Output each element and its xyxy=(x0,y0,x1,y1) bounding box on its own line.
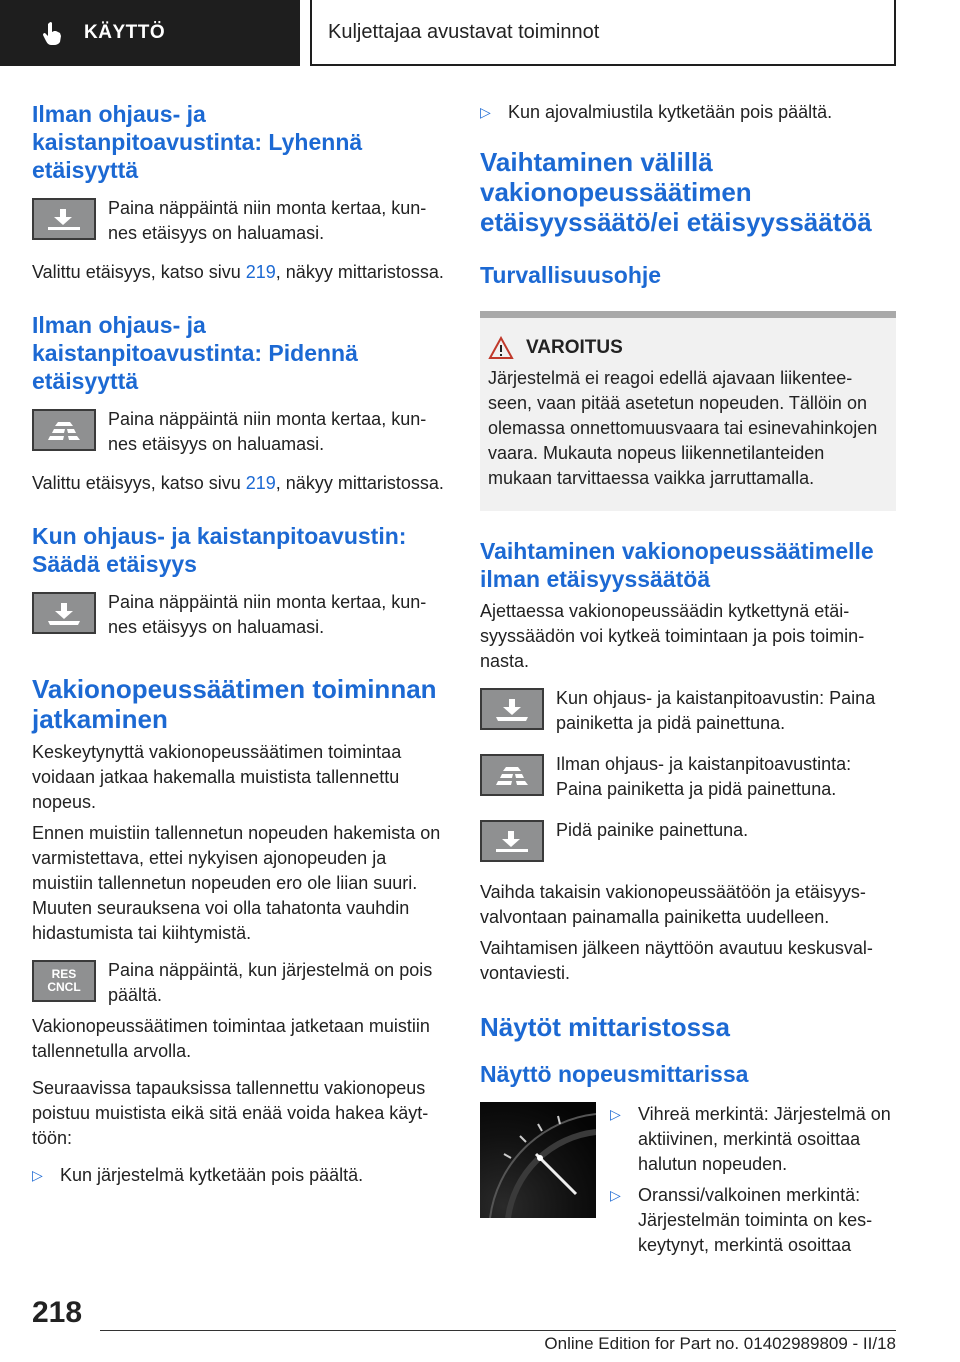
distance-shorten-button-icon xyxy=(480,820,544,862)
section-tab xyxy=(0,0,300,66)
switch-back-paragraph: Vaihda takaisin vakionopeussäätöön ja etäisyysvalvontaan painamalla painiketta uudelleen. xyxy=(480,882,866,927)
resume-paragraph-2: Ennen muistiin tallennetun nopeuden hakemista on varmistettava, ettei nykyisen ajonopeuden ja muistiin tallennetun nopeuden ero ole liian suuri. Muuten seurauksena voi olla tahatonta vauhdin hidastumista tai kiihtymistä. xyxy=(32,823,441,943)
section-title: KÄYTTÖ xyxy=(84,22,166,43)
lengthen-selected-distance: Valittu etäisyys, katso sivu 219, näkyy mittaristossa. xyxy=(32,473,444,493)
resume-paragraph-4: Seuraavissa tapauksissa tallennettu vakionopeus poistuu muistista eikä sitä enää voida hakea käyttöön: xyxy=(32,1078,429,1148)
to-cruise-instruction-a-text: Kun ohjaus- ja kaistanpitoavustin: Paina painiketta ja pidä painettuna. xyxy=(556,688,876,733)
shorten-instruction xyxy=(32,196,446,246)
res-instruction-text: Paina näppäintä, kun järjestelmä on pois päältä. xyxy=(108,960,433,1005)
heading-lengthen-distance: Ilman ohjaus- ja kaistanpitoavustinta: Pidennä etäisyyttä xyxy=(32,312,358,394)
warning-text: Järjestelmä ei reagoi edellä ajavaan liikenteeseen, vaan pitää asetetun nopeuden. Tällöin on olemassa onnettomuusvaara tai esinevahinkojen vaara. Mukauta nopeus liikennetilanteiden mukaan tarvittaessa vaikka jarruttamalla. xyxy=(488,368,878,488)
after-switch-paragraph: Vaihtamisen jälkeen näyttöön avautuu keskusvalvontaviesti. xyxy=(480,938,873,983)
to-cruise-instruction-b xyxy=(480,752,896,802)
list-item: ▷ Oranssi/valkoinen merkintä: Järjestelmän toiminta on keskeytynyt, merkintä osoittaa xyxy=(610,1183,896,1258)
adjust-instruction xyxy=(32,590,446,640)
to-cruise-instruction-b-text: Ilman ohjaus- ja kaistanpitoavustinta: Paina painiketta ja pidä painettuna. xyxy=(556,754,852,799)
bullet-triangle-icon: ▷ xyxy=(32,1167,43,1183)
left-column xyxy=(32,100,446,1188)
shorten-instruction-text: Paina näppäintä niin monta kertaa, kunnes etäisyys on haluamasi. xyxy=(108,198,427,243)
to-cruise-paragraph: Ajettaessa vakionopeussäädin kytkettynä etäisyyssäädön voi kytkeä toimintaan ja pois toiminnasta. xyxy=(480,601,865,671)
list-item: ▷ Vihreä merkintä: Järjestelmä on aktiivinen, merkintä osoittaa halutun nopeuden. xyxy=(610,1102,896,1177)
heading-safety: Turvallisuusohje xyxy=(480,262,662,288)
right-column xyxy=(480,100,896,1258)
lengthen-instruction-text: Paina näppäintä niin monta kertaa, kunnes etäisyys on haluamasi. xyxy=(108,409,427,454)
resume-paragraph-1: Keskeytynyttä vakionopeussäätimen toimintaa voidaan jatkaa hakemalla muistista tallennettu nopeus. xyxy=(32,742,402,812)
warning-title: VAROITUS xyxy=(526,337,623,358)
warning-triangle-icon xyxy=(488,336,514,360)
distance-adjust-button-icon xyxy=(480,688,544,730)
speedometer-section xyxy=(480,1102,896,1258)
heading-displays: Näytöt mittaristossa xyxy=(480,1012,730,1042)
speedometer-image xyxy=(480,1102,596,1218)
res-cncl-button-icon: RES CNCL xyxy=(32,960,96,1002)
distance-adjust-button-icon xyxy=(32,592,96,634)
resume-paragraph-3: Vakionopeussäätimen toimintaa jatketaan muistiin tallennetulla arvolla. xyxy=(32,1016,430,1061)
heading-speedometer: Näyttö nopeusmittarissa xyxy=(480,1061,749,1087)
bullet-triangle-icon: ▷ xyxy=(610,1106,621,1122)
distance-lengthen-button-icon xyxy=(480,754,544,796)
hand-icon xyxy=(40,20,66,46)
distance-shorten-button-icon xyxy=(32,198,96,240)
page-number: 218 xyxy=(32,1296,83,1329)
distance-lengthen-button-icon xyxy=(32,409,96,451)
warning-box xyxy=(480,311,896,511)
page-link[interactable]: 219 xyxy=(245,473,276,493)
bullet-triangle-icon: ▷ xyxy=(480,104,491,120)
chapter-title: Kuljettajaa avustavat toiminnot xyxy=(328,20,600,43)
res-instruction xyxy=(32,958,446,1008)
page-link[interactable]: 219 xyxy=(245,262,276,282)
list-item: ▷ Kun järjestelmä kytketään pois päältä. xyxy=(32,1163,446,1188)
bullet-triangle-icon: ▷ xyxy=(610,1187,621,1203)
heading-adjust-distance: Kun ohjaus- ja kaistanpitoavustin: Säädä etäisyys xyxy=(32,523,407,577)
heading-switch-mode: Vaihtaminen välillä vakionopeussäätimen etäisyyssäätö/ei etäisyyssäätöä xyxy=(480,147,872,237)
chapter-tab xyxy=(310,0,896,66)
heading-resume-cruise: Vakionopeussäätimen toiminnan jatkaminen xyxy=(32,674,437,734)
heading-shorten-distance: Ilman ohjaus- ja kaistanpitoavustinta: Lyhennä etäisyyttä xyxy=(32,101,363,183)
to-cruise-instruction-c xyxy=(480,818,896,862)
adjust-instruction-text: Paina näppäintä niin monta kertaa, kunnes etäisyys on haluamasi. xyxy=(108,592,427,637)
to-cruise-instruction-a xyxy=(480,686,896,736)
to-cruise-instruction-c-text: Pidä painike painettuna. xyxy=(556,820,749,840)
footer-edition: Online Edition for Part no. 01402989809 - II/18 xyxy=(544,1334,896,1353)
heading-to-cruise: Vaihtaminen vakionopeussäätimelle ilman etäisyyssäätöä xyxy=(480,538,874,592)
shorten-selected-distance: Valittu etäisyys, katso sivu 219, näkyy mittaristossa. xyxy=(32,262,444,282)
footer-divider xyxy=(100,1330,896,1331)
lengthen-instruction xyxy=(32,407,446,457)
list-item: ▷ Kun ajovalmiustila kytketään pois päältä. xyxy=(480,100,896,125)
